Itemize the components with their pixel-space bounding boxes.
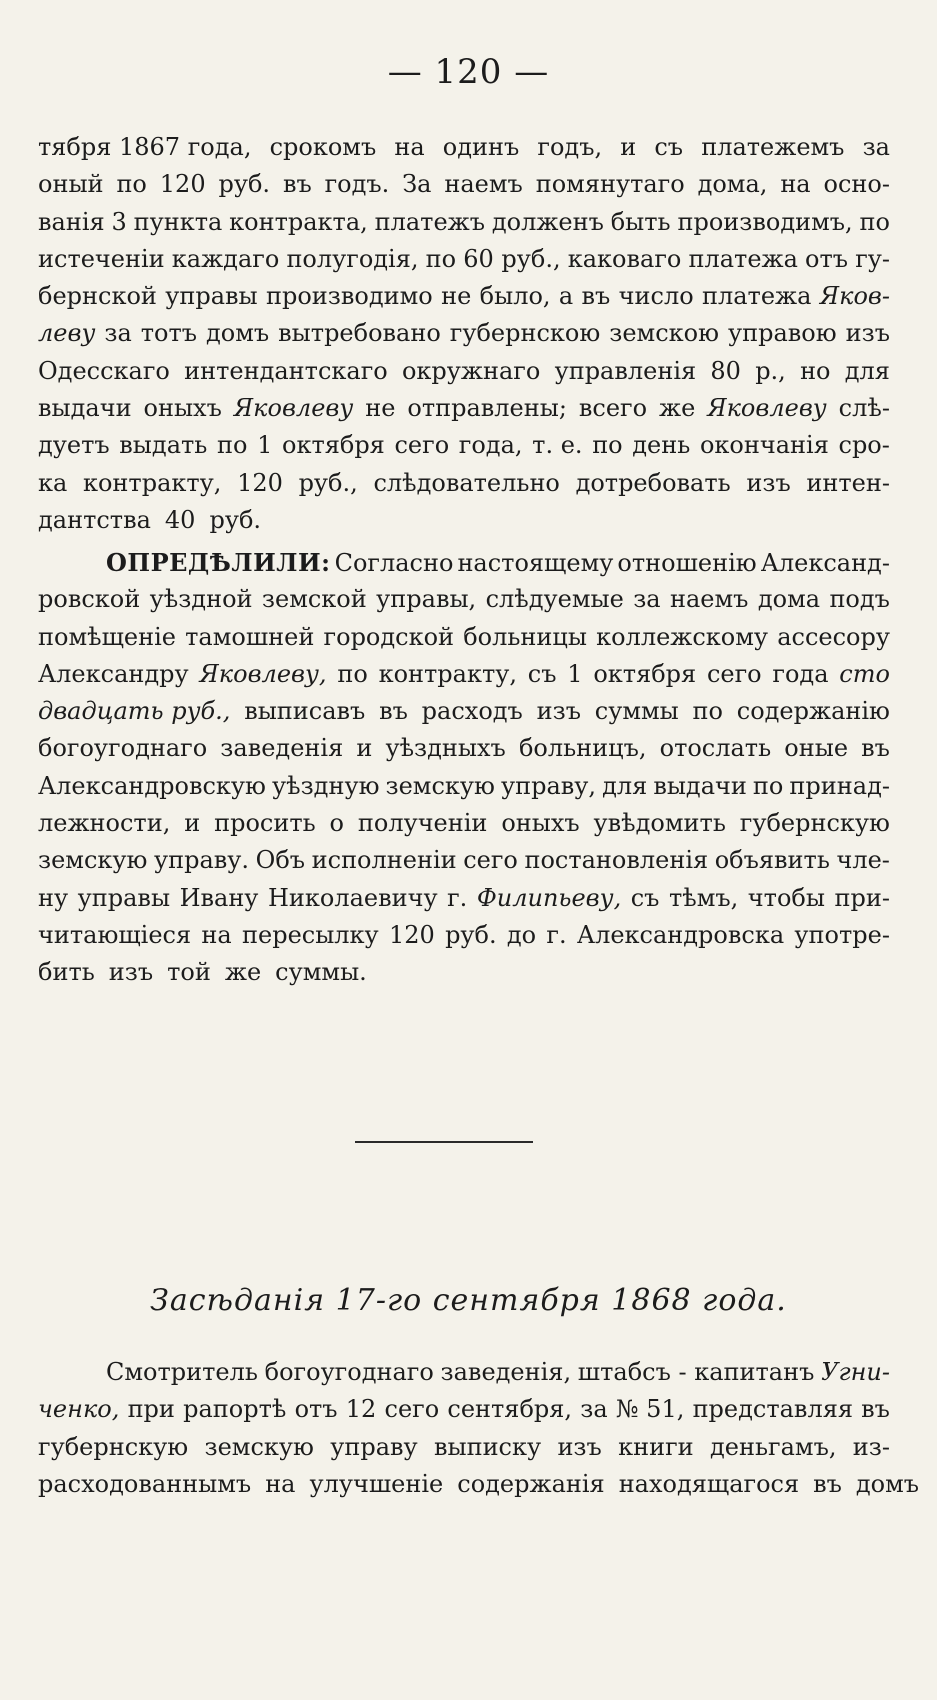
word: отъ (294, 1395, 338, 1424)
word: оный (38, 170, 104, 199)
word: о (329, 809, 344, 838)
word: книги (618, 1432, 694, 1461)
word: по (337, 659, 368, 688)
word: отправлены; (407, 394, 567, 423)
text-line (38, 734, 890, 771)
word: сего (463, 846, 518, 875)
word: по (859, 207, 890, 236)
word: домъ (855, 1469, 920, 1498)
word: по (692, 697, 723, 726)
word: № 51, (615, 1395, 685, 1424)
word: съ (630, 883, 660, 912)
word: выдать (119, 431, 208, 460)
text-line (38, 506, 890, 543)
word: ванія (38, 207, 105, 236)
text-line (38, 357, 890, 394)
word: Александровска (576, 920, 785, 949)
word: въ (861, 1395, 890, 1424)
word: годъ. (324, 170, 390, 199)
word: той (167, 958, 211, 987)
word: земскую (204, 1432, 314, 1461)
word: 3 (111, 207, 127, 236)
text-line (38, 884, 890, 921)
word: за (104, 319, 132, 348)
word: 120 (388, 920, 435, 949)
word: богоугоднаго (264, 1358, 434, 1386)
word: изъ (108, 958, 154, 987)
text-line (38, 958, 890, 995)
word: интен- (806, 468, 890, 497)
text-line (38, 772, 890, 809)
word: окончанія (699, 431, 829, 460)
word: руб., (298, 468, 358, 497)
word: находящагося (618, 1469, 800, 1498)
word: дома, (697, 170, 768, 199)
word: выписавъ (244, 697, 366, 726)
word: бернской (38, 282, 157, 311)
word: представляя (692, 1395, 853, 1424)
word: оные (784, 734, 849, 763)
word: октября (282, 431, 385, 460)
word: года (772, 659, 829, 688)
word: слѣдуемые (485, 585, 624, 614)
word: Яковлеву (233, 394, 354, 423)
text-line (38, 660, 890, 697)
word: Одесскаго (38, 356, 170, 385)
word: помѣщеніе (38, 622, 176, 651)
word: Смотритель (106, 1358, 258, 1386)
word: изъ (746, 468, 791, 497)
word: пересылку (242, 920, 379, 949)
word: руб. (218, 170, 271, 199)
word: выдачи (653, 771, 747, 800)
word: изъ (557, 1432, 602, 1461)
text-line (38, 846, 890, 883)
word: исполненіи (311, 846, 457, 875)
word: дуетъ (38, 431, 110, 460)
word: выдачи (38, 394, 132, 423)
word: истеченіи (38, 244, 165, 273)
word: расходованнымъ (38, 1469, 252, 1498)
word: домъ (206, 319, 270, 348)
word: 120 (159, 170, 206, 199)
word: городской (323, 622, 455, 651)
word: 120 (237, 468, 283, 497)
text-line (38, 208, 890, 245)
word: ассесору (777, 622, 890, 651)
word: управленія (554, 356, 697, 385)
word: быть (610, 207, 671, 236)
word: просить (214, 809, 316, 838)
word: сего (706, 659, 762, 688)
word: число (618, 282, 694, 311)
word: управу, (500, 771, 597, 800)
word: 60 руб., (463, 244, 561, 273)
word: улучшеніе (309, 1469, 444, 1498)
word: г. (447, 883, 468, 912)
word: управою (728, 319, 837, 348)
word: отослать (659, 734, 772, 763)
word: вытребовано (278, 319, 441, 348)
word: объявить (714, 846, 830, 875)
word: года, (458, 431, 523, 460)
word: земскую (385, 771, 495, 800)
word: управы, (376, 585, 477, 614)
word: принад- (789, 771, 890, 800)
word: слѣдовательно (373, 468, 560, 497)
word: срокомъ (269, 133, 377, 161)
word: руб. (209, 505, 262, 534)
word: увѣдомить (593, 809, 726, 838)
word: Филипьеву, (476, 883, 622, 912)
word: штабсъ - капитанъ (577, 1358, 815, 1386)
paragraph-resolution (38, 548, 890, 996)
word: Угни- (821, 1358, 890, 1386)
word: день (632, 431, 691, 460)
word: всего (578, 394, 648, 423)
word: леву (38, 319, 96, 348)
word: одинъ (442, 133, 520, 161)
word: содержанію (736, 697, 890, 726)
word: платежъ (374, 207, 485, 236)
word: земскую (38, 846, 148, 875)
word: сего (384, 1395, 440, 1424)
text-line (38, 469, 890, 506)
word: тѣмъ, (668, 883, 739, 912)
word: ровской (38, 585, 141, 614)
word: на (780, 170, 811, 199)
word: Согласно (334, 549, 454, 577)
word: 1 (567, 659, 583, 688)
word: каждаго (171, 244, 280, 273)
word: содержанія (457, 1469, 605, 1498)
word: Александру (38, 659, 189, 688)
word: за (580, 1395, 608, 1424)
word: въ (282, 170, 312, 199)
text-line (38, 394, 890, 431)
word: отношенію (617, 549, 757, 577)
word: уѣздную (271, 771, 380, 800)
word: не (441, 282, 472, 311)
word: за (633, 585, 661, 614)
word: а (558, 282, 574, 311)
word: чтобы (747, 883, 825, 912)
word: дантства (38, 505, 151, 534)
word: съ (654, 133, 684, 161)
word: управы (165, 282, 258, 311)
word: каковаго (567, 244, 682, 273)
word: сро- (838, 431, 890, 460)
word: больницъ, (518, 734, 647, 763)
word: ченко, (38, 1395, 120, 1424)
word: долженъ (491, 207, 604, 236)
word: осно- (823, 170, 890, 199)
word: за (862, 133, 890, 161)
paragraph-caretaker-report (38, 1358, 920, 1507)
word: на (265, 1469, 296, 1498)
text-line (38, 1469, 920, 1507)
word: сего (394, 431, 450, 460)
word: изъ (536, 697, 581, 726)
word: суммы. (275, 958, 367, 987)
text-line (38, 623, 890, 660)
word: изъ (845, 319, 890, 348)
word: производимъ, (677, 207, 853, 236)
word: суммы (594, 697, 679, 726)
text-line (38, 245, 890, 282)
word: За (402, 170, 432, 199)
word: из- (852, 1432, 890, 1461)
word: выписку (433, 1432, 542, 1461)
text-line (38, 921, 890, 958)
session-heading: Засѣданія 17-го сентября 1868 года. (150, 1283, 787, 1318)
word: въ (813, 1469, 842, 1498)
word: и (620, 133, 637, 161)
word: по (116, 170, 147, 199)
word: Яковлеву, (199, 659, 327, 688)
page-number: — 120 — (387, 52, 550, 92)
word: на (394, 133, 425, 161)
word: оныхъ (143, 394, 222, 423)
word: дома (757, 585, 821, 614)
word: р., (755, 356, 786, 385)
text-line (38, 170, 890, 207)
word: коллежскому (596, 622, 769, 651)
word: ОПРЕДѢЛИЛИ: (106, 548, 331, 577)
word: платежа (688, 244, 798, 273)
text-line (38, 809, 890, 846)
word: управу. (154, 846, 250, 875)
text-line (38, 1358, 890, 1395)
word: больницы (463, 622, 587, 651)
word: тамошней (185, 622, 315, 651)
text-line (38, 697, 890, 734)
word: ну (38, 883, 69, 912)
word: наемъ (670, 585, 749, 614)
word: при (127, 1395, 175, 1424)
word: полугодія, (286, 244, 419, 273)
word: пункта (133, 207, 223, 236)
word: въ (379, 697, 408, 726)
word: чле- (836, 846, 890, 875)
word: лежности, (38, 809, 171, 838)
word: читающіеся (38, 920, 192, 949)
paragraph-contract-terms (38, 133, 890, 543)
word: Николаевичу (267, 883, 438, 912)
word: по (592, 431, 623, 460)
word: слѣ- (838, 394, 890, 423)
word: уѣздныхъ (385, 734, 506, 763)
word: Александровскую (38, 771, 266, 800)
word: Яковлеву (707, 394, 827, 423)
word: Ивану (179, 883, 259, 912)
word: до (506, 920, 537, 949)
word: подъ (829, 585, 890, 614)
word: употре- (794, 920, 890, 949)
word: заведенія (220, 734, 344, 763)
word: же (659, 394, 696, 423)
word: земской (261, 585, 367, 614)
word: и (184, 809, 201, 838)
word: контракту, (82, 468, 222, 497)
word: гу- (855, 244, 890, 273)
word: платежа (701, 282, 812, 311)
word: производимо (266, 282, 433, 311)
word: заведенія, (440, 1358, 572, 1386)
word: полученіи (357, 809, 488, 838)
word: интендантскаго (184, 356, 388, 385)
word: руб. (445, 920, 497, 949)
word: въ (581, 282, 611, 311)
word: было, (479, 282, 551, 311)
word: Александ- (760, 549, 890, 577)
word: настоящему (457, 549, 614, 577)
word: по (425, 244, 457, 273)
word: Яков- (819, 282, 890, 311)
word: съ (527, 659, 557, 688)
word: сто (839, 659, 890, 688)
word: въ (861, 734, 890, 763)
word: сентября, (447, 1395, 573, 1424)
text-line (38, 548, 890, 585)
word: наемъ (444, 170, 523, 199)
word: 1 (257, 431, 273, 460)
text-line (38, 282, 890, 319)
text-line (38, 1395, 890, 1432)
word: управы (77, 883, 171, 912)
text-line (38, 1433, 890, 1470)
word: тября 1867 года, (38, 133, 252, 161)
word: дотребовать (575, 468, 731, 497)
word: Объ (255, 846, 306, 875)
word: платежемъ (701, 133, 845, 161)
word: тотъ (140, 319, 198, 348)
word: и (356, 734, 373, 763)
word: октября (593, 659, 697, 688)
word: управу (330, 1432, 418, 1461)
section-divider (355, 1141, 533, 1143)
word: но (800, 356, 831, 385)
word: оныхъ (501, 809, 580, 838)
text-line (38, 319, 890, 356)
word: при- (834, 883, 890, 912)
word: помянутаго (535, 170, 685, 199)
word: двадцать руб., (38, 697, 231, 726)
word: годъ, (537, 133, 603, 161)
word: 40 (164, 505, 196, 534)
text-line (38, 133, 890, 170)
word: окружнаго (401, 356, 541, 385)
word: деньгамъ, (709, 1432, 837, 1461)
word: губернскою (449, 319, 601, 348)
word: для (602, 771, 648, 800)
text-line (38, 431, 890, 468)
word: для (844, 356, 890, 385)
word: губернскую (739, 809, 890, 838)
word: земскою (609, 319, 720, 348)
word: отъ (805, 244, 849, 273)
word: 12 (345, 1395, 377, 1424)
word: постановленія (524, 846, 709, 875)
word: не (365, 394, 396, 423)
word: г. (546, 920, 567, 949)
word: уѣздной (149, 585, 253, 614)
word: по (752, 771, 784, 800)
word: бить (38, 958, 95, 987)
word: т. е. (532, 431, 583, 460)
word: контракта, (229, 207, 368, 236)
word: ка (38, 468, 68, 497)
word: по (216, 431, 248, 460)
word: губернскую (38, 1432, 189, 1461)
word: же (224, 958, 262, 987)
word: контракту, (378, 659, 517, 688)
word: 80 (710, 356, 741, 385)
word: рапортѣ (183, 1395, 287, 1424)
word: на (201, 920, 232, 949)
word: богоугоднаго (38, 734, 208, 763)
word: расходъ (421, 697, 523, 726)
text-line (38, 585, 890, 622)
